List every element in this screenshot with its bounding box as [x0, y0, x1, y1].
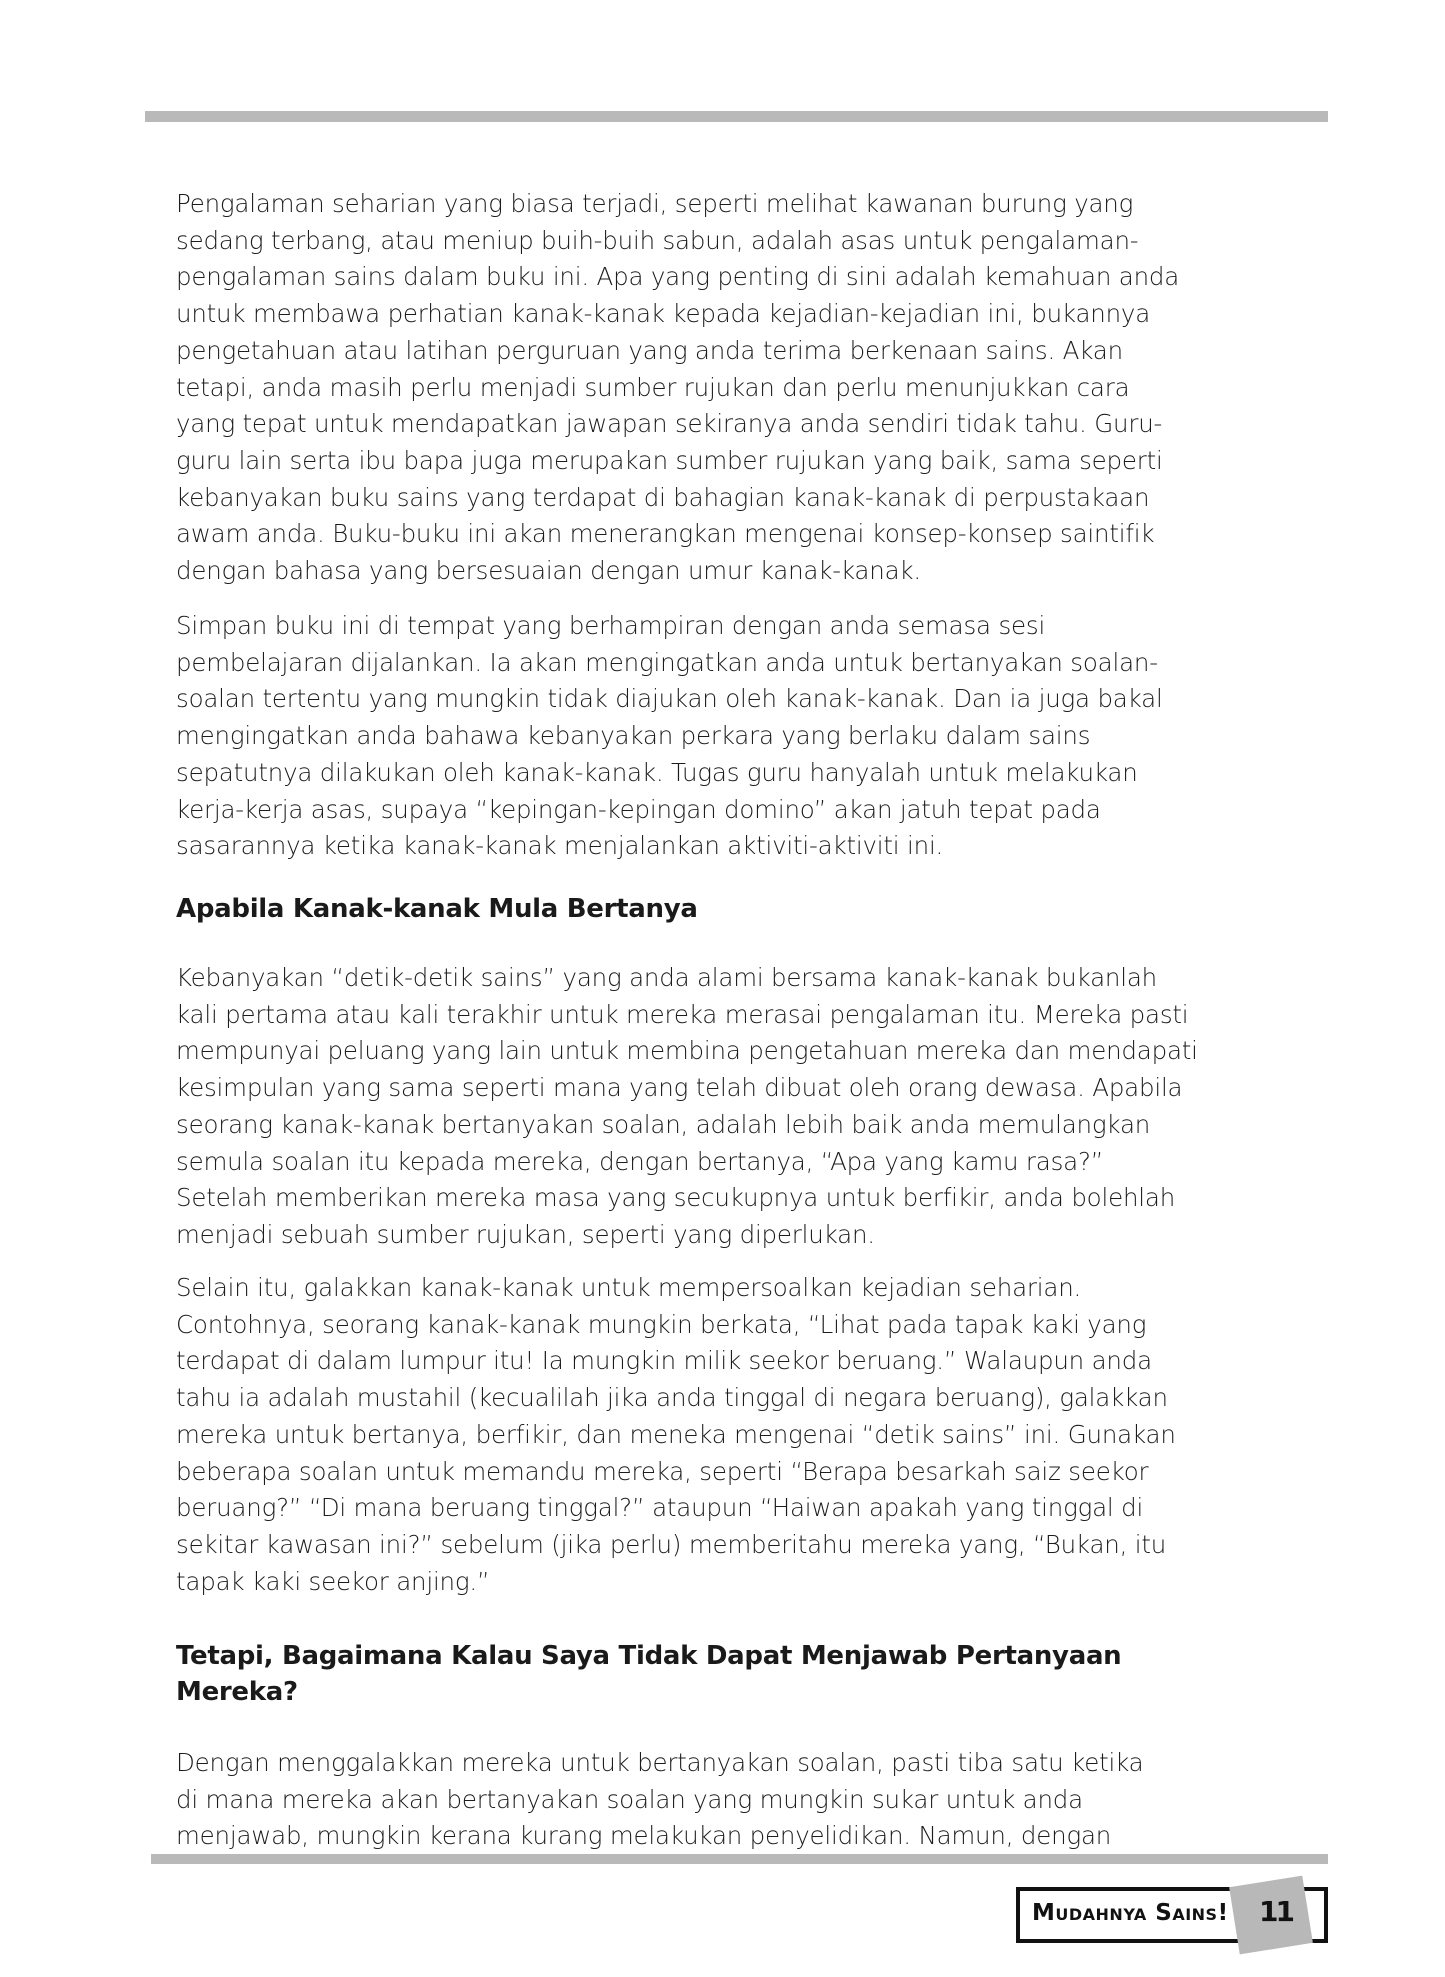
heading-line: Mereka? — [176, 1677, 298, 1707]
text-line: pengalaman sains dalam buku ini. Apa yang penting di sini adalah kemahuan anda — [176, 262, 1180, 292]
paragraph-2 — [176, 608, 1336, 865]
text-line: seorang kanak-kanak bertanyakan soalan, adalah lebih baik anda memulangkan — [176, 1109, 1151, 1139]
text-line: Selain itu, galakkan kanak-kanak untuk mempersoalkan kejadian seharian. — [176, 1273, 1082, 1302]
text-line: kali pertama atau kali terakhir untuk mereka merasai pengalaman itu. Mereka pasti — [176, 999, 1189, 1029]
text-line: untuk membawa perhatian kanak-kanak kepada kejadian-kejadian ini, bukannya — [176, 299, 1151, 329]
text-line: Simpan buku ini di tempat yang berhampiran dengan anda semasa sesi — [176, 611, 1046, 640]
text-line: soalan tertentu yang mungkin tidak diajukan oleh kanak-kanak. Dan ia juga bakal — [176, 684, 1163, 714]
text-line: guru lain serta ibu bapa juga merupakan sumber rujukan yang baik, sama seperti — [176, 445, 1163, 475]
text-line: tahu ia adalah mustahil (kecualilah jika anda tinggal di negara beruang), galakkan — [176, 1383, 1168, 1413]
text-line: pengetahuan atau latihan perguruan yang anda terima berkenaan sains. Akan — [176, 335, 1123, 365]
text-line: kerja-kerja asas, supaya “kepingan-kepingan domino” akan jatuh tepat pada — [176, 794, 1101, 824]
paragraph-5 — [176, 1745, 1336, 1855]
text-line: Kebanyakan “detik-detik sains” yang anda alami bersama kanak-kanak bukanlah — [176, 963, 1157, 992]
text-line: sedang terbang, atau meniup buih-buih sabun, adalah asas untuk pengalaman- — [176, 225, 1139, 255]
text-line: beruang?” “Di mana beruang tinggal?” ataupun “Haiwan apakah yang tinggal di — [176, 1493, 1144, 1523]
text-line: terdapat di dalam lumpur itu! Ia mungkin milik seekor beruang.” Walaupun anda — [176, 1346, 1152, 1376]
section-heading-2 — [176, 1638, 1336, 1710]
text-line: mengingatkan anda bahawa kebanyakan perkara yang berlaku dalam sains — [176, 721, 1091, 751]
text-line: menjadi sebuah sumber rujukan, seperti yang diperlukan. — [176, 1219, 875, 1249]
section-heading-1 — [176, 891, 1336, 927]
text-line: tetapi, anda masih perlu menjadi sumber rujukan dan perlu menunjukkan cara — [176, 372, 1130, 402]
page-number: 11 — [1259, 1895, 1292, 1928]
text-line: Contohnya, seorang kanak-kanak mungkin berkata, “Lihat pada tapak kaki yang — [176, 1309, 1147, 1339]
text-line: dengan bahasa yang bersesuaian dengan umur kanak-kanak. — [176, 556, 921, 586]
text-line: menjawab, mungkin kerana kurang melakukan penyelidikan. Namun, dengan — [176, 1821, 1112, 1851]
text-line: mempunyai peluang yang lain untuk membina pengetahuan mereka dan mendapati — [176, 1036, 1198, 1066]
text-line: tapak kaki seekor anjing.” — [176, 1566, 490, 1596]
text-line: di mana mereka akan bertanyakan soalan yang mungkin sukar untuk anda — [176, 1784, 1083, 1814]
footer-rule — [151, 1854, 1328, 1864]
heading-line: Tetapi, Bagaimana Kalau Saya Tidak Dapat Menjawab Pertanyaan — [176, 1641, 1122, 1671]
text-line: yang tepat untuk mendapatkan jawapan sekiranya anda sendiri tidak tahu. Guru- — [176, 409, 1163, 439]
text-line: beberapa soalan untuk memandu mereka, seperti “Berapa besarkah saiz seekor — [176, 1456, 1149, 1486]
text-line: sasarannya ketika kanak-kanak menjalankan aktiviti-aktiviti ini. — [176, 831, 944, 861]
heading-line: Apabila Kanak-kanak Mula Bertanya — [176, 894, 698, 924]
text-line: semula soalan itu kepada mereka, dengan bertanya, “Apa yang kamu rasa?” — [176, 1146, 1104, 1176]
text-line: kesimpulan yang sama seperti mana yang telah dibuat oleh orang dewasa. Apabila — [176, 1073, 1183, 1103]
header-rule — [145, 111, 1328, 122]
text-line: pembelajaran dijalankan. Ia akan mengingatkan anda untuk bertanyakan soalan- — [176, 647, 1158, 677]
text-line: Dengan menggalakkan mereka untuk bertanyakan soalan, pasti tiba satu ketika — [176, 1748, 1144, 1777]
paragraph-4 — [176, 1270, 1336, 1600]
text-line: sepatutnya dilakukan oleh kanak-kanak. Tugas guru hanyalah untuk melakukan — [176, 757, 1138, 787]
text-line: Pengalaman seharian yang biasa terjadi, seperti melihat kawanan burung yang — [176, 189, 1134, 218]
paragraph-3 — [176, 960, 1336, 1254]
paragraph-1 — [176, 186, 1336, 590]
text-line: awam anda. Buku-buku ini akan menerangkan mengenai konsep-konsep saintifik — [176, 519, 1155, 549]
book-title: Mudahnya Sains! — [1032, 1900, 1229, 1926]
text-line: kebanyakan buku sains yang terdapat di bahagian kanak-kanak di perpustakaan — [176, 482, 1150, 512]
text-line: mereka untuk bertanya, berfikir, dan meneka mengenai “detik sains” ini. Gunakan — [176, 1419, 1176, 1449]
text-line: sekitar kawasan ini?” sebelum (jika perlu) memberitahu mereka yang, “Bukan, itu — [176, 1529, 1167, 1559]
text-line: Setelah memberikan mereka masa yang secukupnya untuk berfikir, anda bolehlah — [176, 1183, 1176, 1213]
